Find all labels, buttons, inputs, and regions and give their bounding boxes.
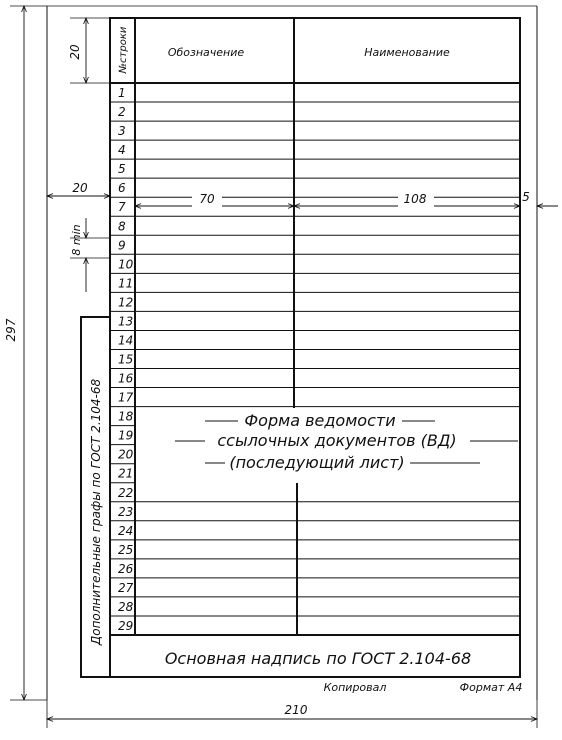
row-number: 26 [118, 561, 134, 576]
row-number: 4 [118, 143, 126, 158]
additional-columns-label: Дополнительные графы по ГОСТ 2.104-68 [89, 378, 103, 646]
format-label: Формат А4 [459, 681, 523, 694]
row-number: 5 [118, 162, 126, 177]
row-number: 29 [118, 619, 134, 633]
row-number: 11 [118, 276, 134, 291]
row-number: 9 [118, 238, 126, 253]
row-number: 23 [118, 504, 134, 519]
row-number: 6 [118, 181, 126, 196]
row-number-header: №строки [118, 26, 129, 74]
row-number: 20 [118, 447, 134, 462]
caption-line-1: Форма ведомости [244, 411, 396, 430]
row-number: 25 [118, 542, 134, 557]
row-number: 13 [118, 314, 134, 329]
row-number: 2 [118, 105, 126, 120]
row-number: 21 [118, 466, 134, 481]
row-number: 15 [118, 352, 134, 367]
dim-header-height-label: 20 [68, 44, 82, 60]
row-number: 14 [118, 333, 134, 348]
row-numbers [118, 86, 134, 633]
row-number: 3 [118, 124, 126, 139]
row-number: 7 [118, 200, 126, 215]
caption-line-3: (последующий лист) [229, 453, 405, 472]
row-number: 18 [118, 409, 134, 424]
dim-sheet-width-label: 210 [284, 703, 308, 717]
designation-header: Обозначение [167, 46, 245, 59]
row-number: 19 [118, 428, 134, 443]
row-lines [110, 102, 520, 616]
dim-right-margin-label: 5 [522, 190, 530, 204]
row-number: 16 [118, 371, 134, 386]
row-number: 28 [118, 599, 134, 614]
dim-left-margin-label: 20 [72, 181, 88, 195]
row-number: 24 [118, 523, 134, 538]
row-number: 22 [118, 485, 134, 500]
dim-designation-width-label: 70 [199, 192, 215, 206]
row-number: 1 [118, 86, 126, 101]
name-header: Наименование [364, 46, 450, 59]
dim-row-height-label: 8 min [70, 224, 83, 256]
dim-sheet-height-label: 297 [4, 318, 18, 342]
title-block-label: Основная надпись по ГОСТ 2.104-68 [164, 649, 472, 668]
row-number: 10 [118, 257, 134, 272]
copied-label: Копировал [323, 681, 387, 694]
row-number: 8 [118, 219, 126, 234]
caption-line-2: ссылочных документов (ВД) [217, 431, 457, 450]
row-number: 27 [118, 580, 134, 595]
row-number: 12 [118, 295, 134, 310]
row-number: 17 [118, 390, 134, 405]
dim-name-width-label: 108 [403, 192, 427, 206]
